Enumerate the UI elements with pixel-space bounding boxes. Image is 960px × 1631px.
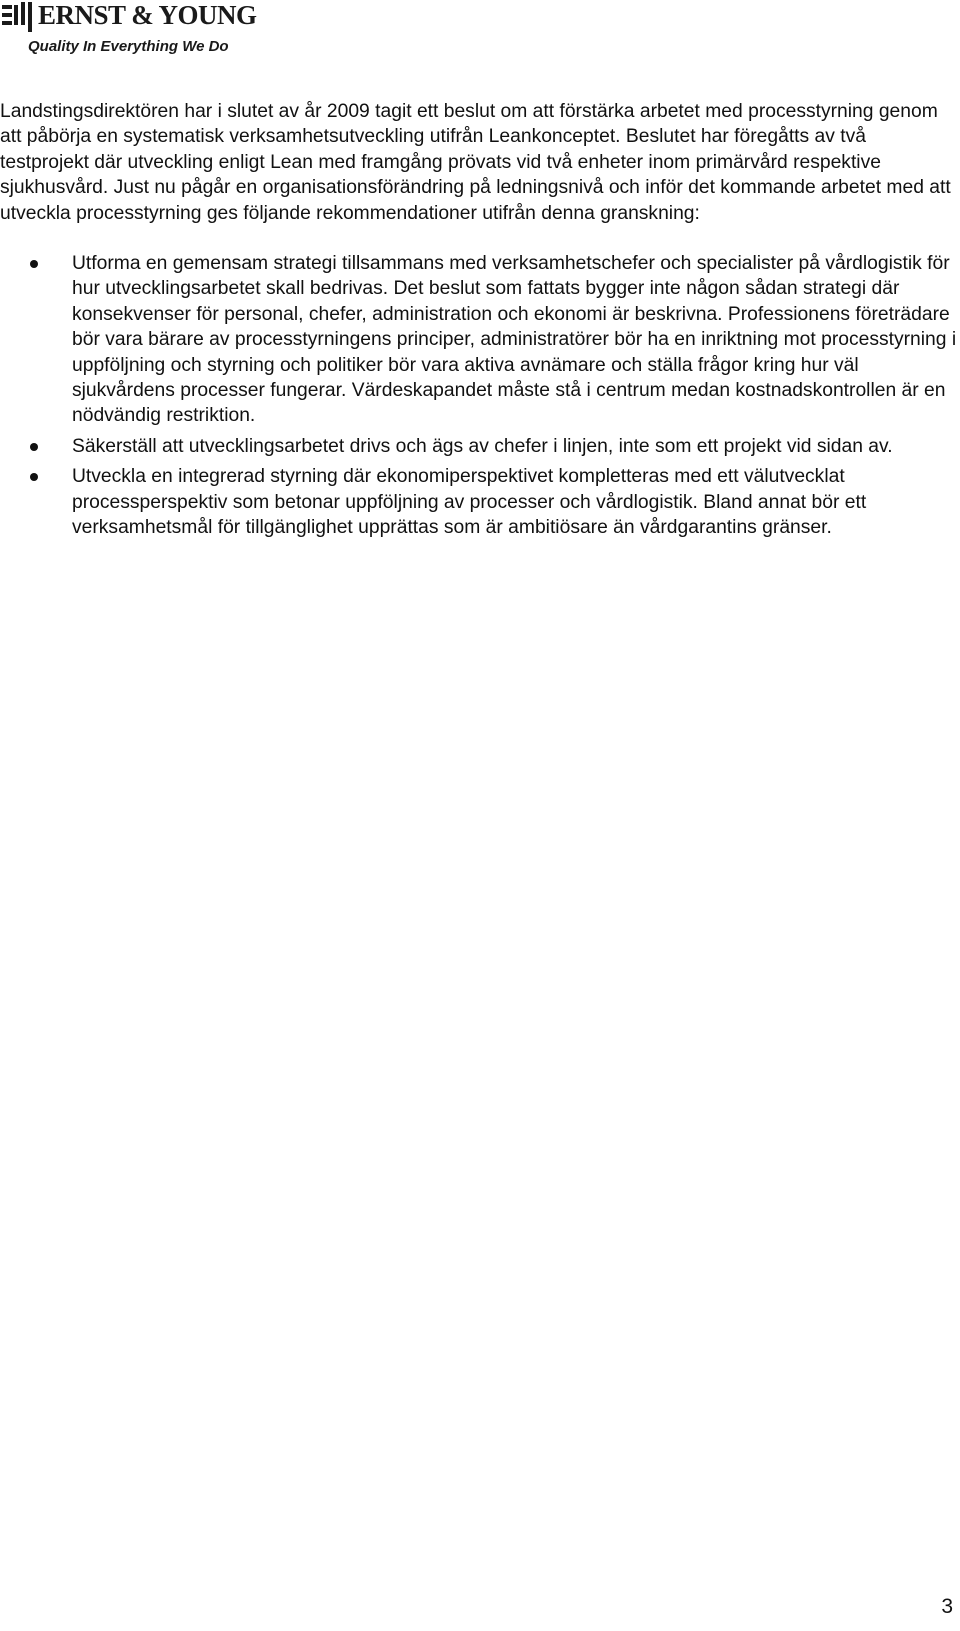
document-body: [0, 99, 960, 546]
company-name: ERNST & YOUNG: [38, 0, 257, 30]
bullet-icon: [30, 443, 38, 451]
intro-paragraph: Landstingsdirektören har i slutet av år 2009 tagit ett beslut om att förstärka arbetet med processtyrning genom att påbörja en systematisk verksamhetsutveckling utifrån Leankonceptet. Beslutet har föregåtts av två testprojekt där utveckling enligt Lean med framgång prövats vid två enheter inom primärvård respektive sjukhusvård. Just nu pågår en organisationsförändring på ledningsnivå och inför det kommande arbetet med att utveckla processtyrning ges följande rekommendationer utifrån denna granskning:: [0, 101, 951, 224]
page-number: 3: [941, 1595, 953, 1618]
list-item: [0, 434, 960, 459]
list-item-text: Utveckla en integrerad styrning där ekonomiperspektivet kompletteras med ett välutvecklat processperspektiv som betonar uppföljning av processer och vårdlogistik. Bland annat bör ett verksamhetsmål för tillgänglighet upprättas som är ambitiösare än vårdgarantins gränser.: [72, 466, 867, 539]
list-item: [0, 251, 960, 429]
bullet-icon: [30, 473, 38, 481]
list-item-text: Säkerställ att utvecklingsarbetet drivs och ägs av chefer i linjen, inte som ett projekt vid sidan av.: [72, 435, 893, 457]
recommendation-list: [0, 251, 960, 540]
company-tagline: Quality In Everything We Do: [28, 38, 229, 55]
company-logo: [2, 0, 257, 58]
ey-logo-mark-icon: [2, 2, 34, 32]
list-item-text: Utforma en gemensam strategi tillsammans med verksamhetschefer och specialister på vårdlogistik för hur utvecklingsarbetet skall bedrivas. Det beslut som fattats bygger inte någon sådan strategi där konsekvenser för personal, chefer, administration och ekonomi är beskrivna. Professionens företrädare bör vara bärare av processtyrningens principer, administratörer bör ha en inriktning mot processtyrning i uppföljning och styrning och politiker bör vara aktiva avnämare och ställa frågor kring hur väl sjukvårdens processer fungerar. Värdeskapandet måste stå i centrum medan kostnadskontrollen är en nödvändig restriktion.: [72, 253, 957, 427]
list-item: [0, 464, 960, 540]
bullet-icon: [30, 260, 38, 268]
